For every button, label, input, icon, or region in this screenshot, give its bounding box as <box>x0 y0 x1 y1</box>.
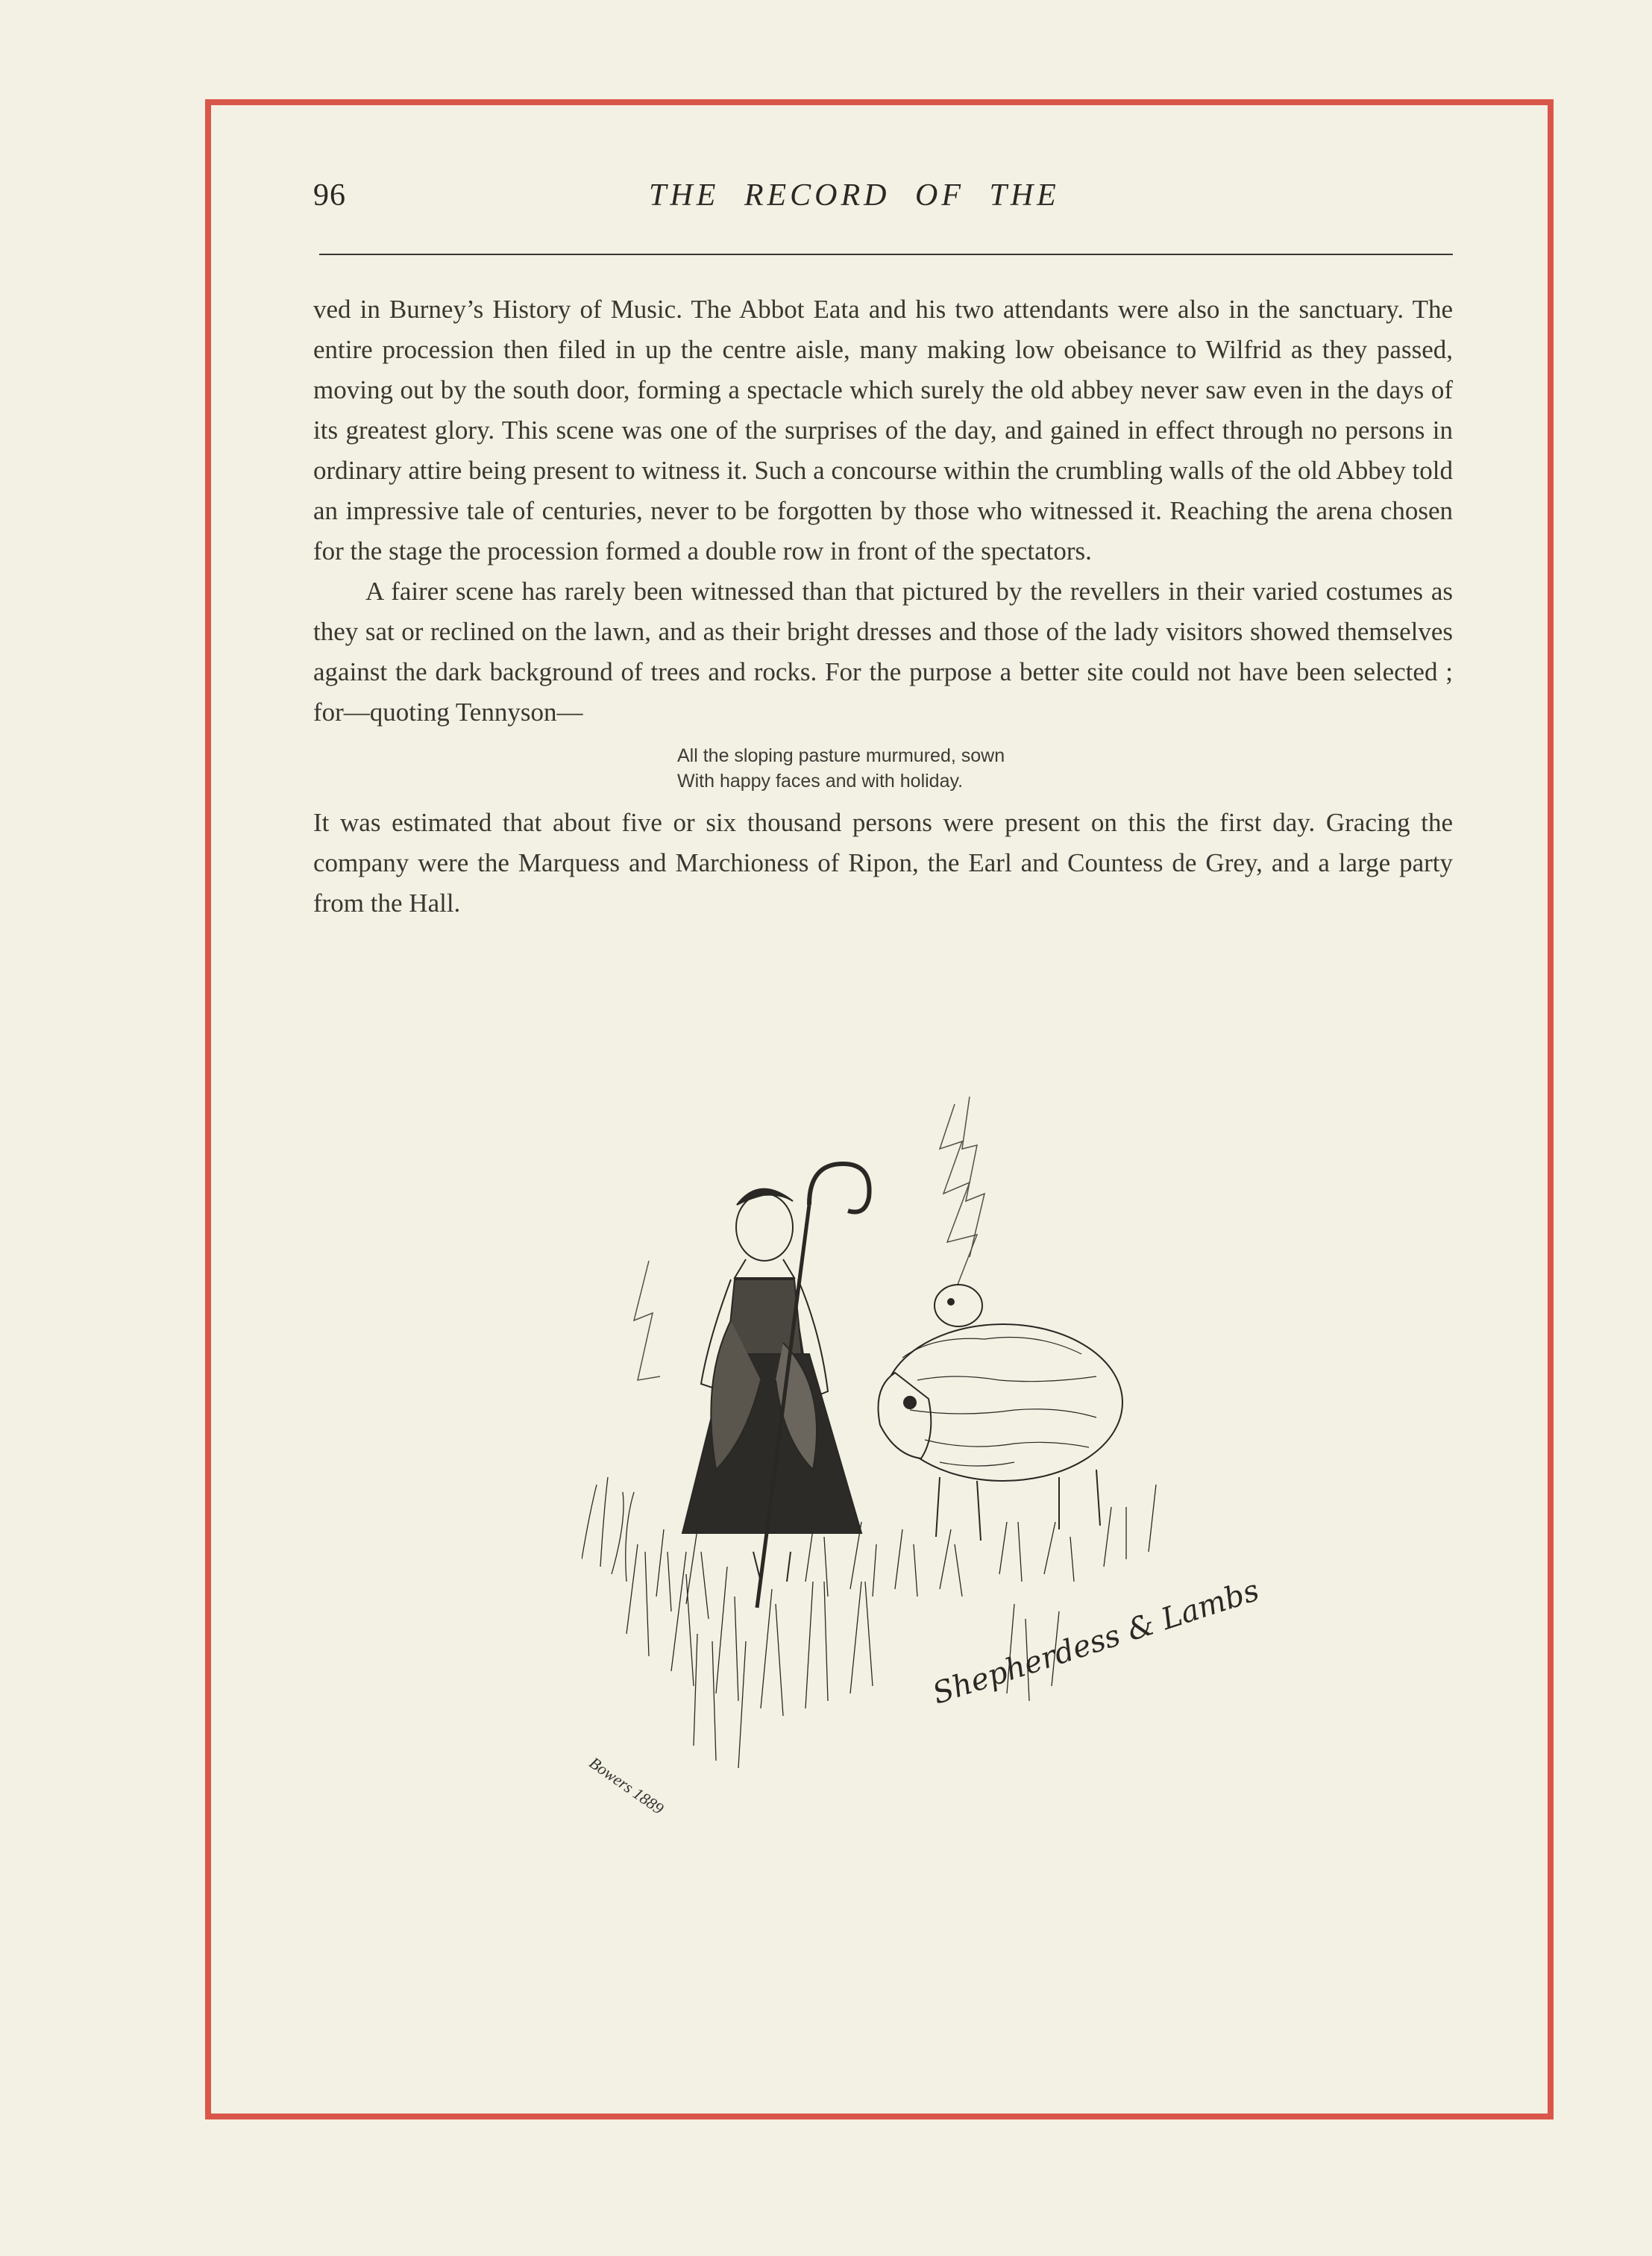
verse-line: With happy faces and with holiday. <box>677 771 964 792</box>
paragraph-1: ved in Burney’s History of Music. The Abbot Eata and his two attendants were also in the sanctuary. The entire procession then filed in up the centre aisle, many making low obeisance to Wilfrid as they passed, moving out by the south door, forming a spectacle which surely the old abbey never saw even in the days of its greatest glory. This scene was one of the surprises of the day, and gained in effect through no persons in ordinary attire being present to witness it. Such a concourse within the crumbling walls of the old Abbey told an impressive tale of centuries, never to be forgotten by those who witnessed it. Reaching the arena chosen for the stage the procession formed a double row in front of the spectators. <box>313 295 1453 565</box>
body-text <box>313 289 1453 924</box>
page-header <box>313 178 1454 222</box>
grass-sketch <box>582 1477 1156 1768</box>
paragraph-3: It was estimated that about five or six thousand persons were present on this the first day. Gracing the company were the Marquess and Marchioness of Ripon, the Earl and Countess de Grey, and a large party from the Hall. <box>313 808 1453 918</box>
sheep-figures <box>879 1285 1123 1541</box>
tree-sketch <box>634 1097 984 1380</box>
header-rule <box>319 254 1453 255</box>
artist-signature: Bowers 1889 <box>585 1753 668 1818</box>
paragraph-2: A fairer scene has rarely been witnessed than that pictured by the revellers in their varied costumes as they sat or reclined on the lawn, and as their bright dresses and those of the lady visitors showed themselves against the dark background of trees and rocks. For the purpose a better site could not have been selected ; for—quoting Tennyson— <box>313 577 1453 727</box>
page-number: 96 <box>313 178 346 213</box>
verse-quotation <box>677 743 1453 794</box>
shepherdess-figure <box>682 1164 870 1608</box>
illustration-caption: Shepherdess & Lambs <box>929 1573 1263 1711</box>
running-head: THE RECORD OF THE <box>649 178 1060 213</box>
shepherdess-illustration <box>582 1074 1163 1887</box>
verse-line: All the sloping pasture murmured, sown <box>677 745 1005 766</box>
